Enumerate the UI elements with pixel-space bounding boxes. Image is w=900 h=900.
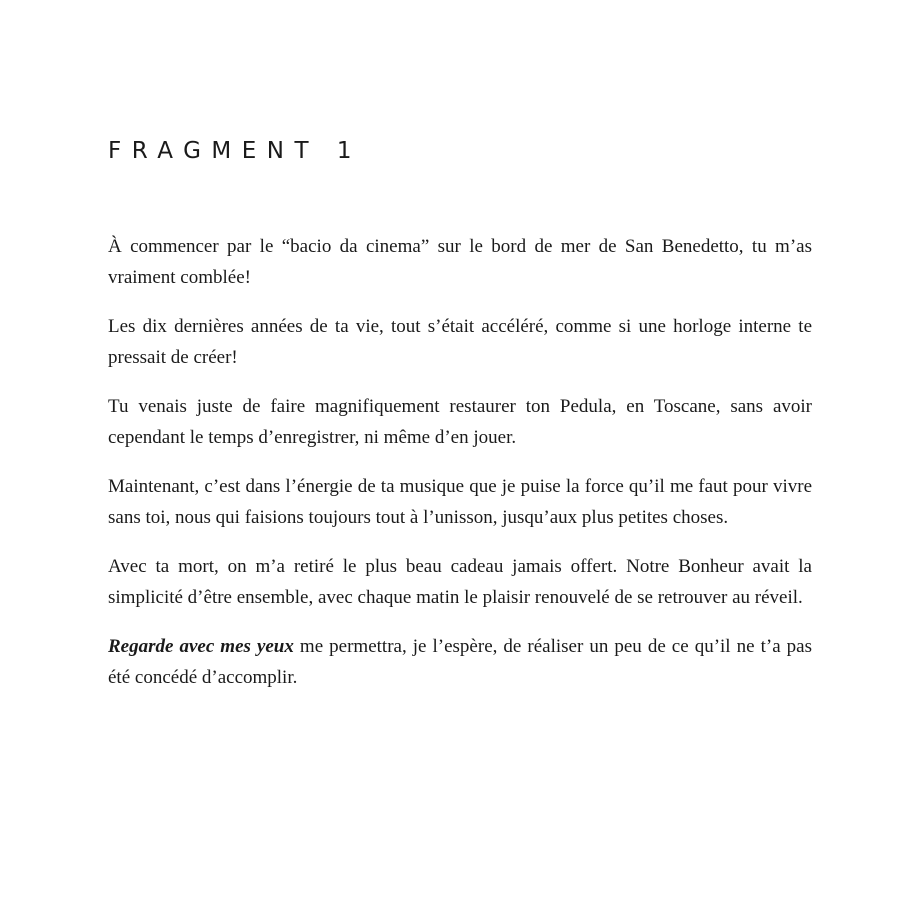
closing-text: me permettra, je l’espère, de réaliser un peu de ce qu’il ne t’a pas été concédé d’accomplir. — [108, 636, 812, 688]
paragraph-1: À commencer par le “bacio da cinema” sur le bord de mer de San Benedetto, tu m’as vraiment comblée! — [108, 236, 812, 288]
paragraph-2: Les dix dernières années de ta vie, tout s’était accéléré, comme si une horloge interne te pressait de créer! — [108, 316, 812, 368]
paragraph-4: Maintenant, c’est dans l’énergie de ta musique que je puise la force qu’il me faut pour vivre sans toi, nous qui faisions toujours tout à l’unisson, jusqu’aux plus petites choses. — [108, 476, 812, 528]
fragment-body — [108, 231, 812, 711]
fragment-heading: FRAGMENT 1 — [108, 138, 363, 164]
paragraph-3: Tu venais juste de faire magnifiquement restaurer ton Pedula, en Toscane, sans avoir cependant le temps d’enregistrer, ni même d’en jouer. — [108, 396, 812, 448]
paragraph-6 — [108, 631, 812, 693]
paragraph-5: Avec ta mort, on m’a retiré le plus beau cadeau jamais offert. Notre Bonheur avait la simplicité d’être ensemble, avec chaque matin le plaisir renouvelé de se retrouver au réveil. — [108, 556, 812, 608]
book-title: Regarde avec mes yeux — [108, 636, 294, 657]
